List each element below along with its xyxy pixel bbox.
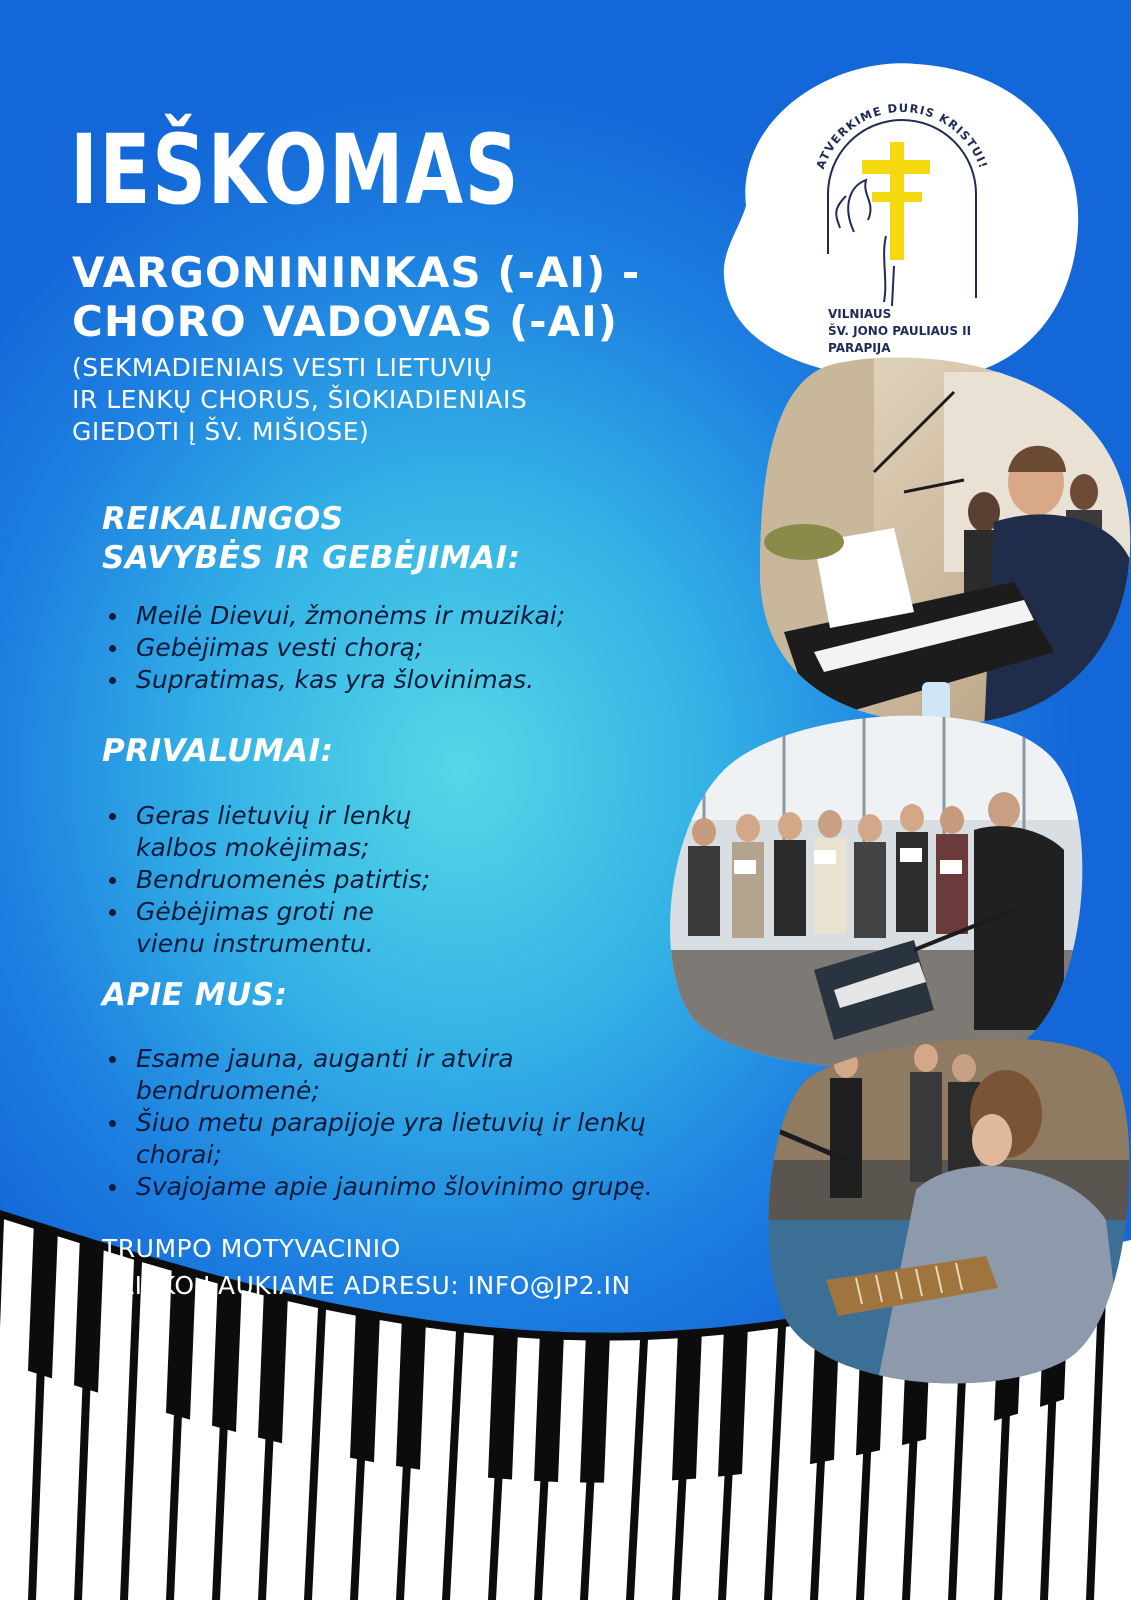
list-item: Šiuo metu parapijoje yra lietuvių ir lenkų chorai; <box>102 1107 653 1171</box>
requirements-list <box>102 600 565 696</box>
logo-arc-text: ATVERKIME DURIS KRISTUI! <box>813 100 991 171</box>
position-note-line: IR LENKŲ CHORUS, ŠIOKIADIENIAIS <box>72 385 528 414</box>
list-item: Gebėjimas vesti chorą; <box>102 632 565 664</box>
section-title-about-us <box>102 976 287 1015</box>
contact-email-link[interactable]: INFO@JP2.IN <box>467 1271 631 1300</box>
list-item: Esame jauna, auganti ir atvira bendruomenė; <box>102 1043 653 1107</box>
position-title-line: CHORO VADOVAS (-AI) <box>72 297 618 346</box>
logo-name-line: VILNIAUS <box>828 307 892 321</box>
position-note-line: (SEKMADIENIAIS VESTI LIETUVIŲ <box>72 353 493 382</box>
contact-line: TRUMPO MOTYVACINIO <box>102 1234 401 1263</box>
logo-name-line: PARAPIJA <box>828 341 891 355</box>
page-headline: IEŠKOMAS <box>70 114 521 226</box>
advantages-list <box>102 800 430 960</box>
list-item: Geras lietuvių ir lenkų kalbos mokėjimas; <box>102 800 430 864</box>
position-title-line: VARGONININKAS (-AI) - <box>72 248 641 297</box>
parish-logo <box>716 56 1084 382</box>
photo-pianist <box>754 352 1131 732</box>
position-note <box>72 352 527 448</box>
list-item: Svajojame apie jaunimo šlovinimo grupę. <box>102 1171 653 1203</box>
section-title-advantages <box>102 732 334 771</box>
section-title-line: REIKALINGOS <box>102 501 344 537</box>
section-title-line: SAVYBĖS IR GEBĖJIMAI: <box>102 540 521 576</box>
section-title-line: APIE MUS: <box>102 977 288 1013</box>
section-title-requirements <box>102 500 521 578</box>
position-title <box>72 248 640 346</box>
photo-musician <box>766 1020 1131 1390</box>
section-title-line: PRIVALUMAI: <box>102 733 334 769</box>
contact-line: LAIŠKO LAUKIAME ADRESU: <box>102 1271 468 1300</box>
contact-info <box>102 1230 631 1304</box>
list-item: Supratimas, kas yra šlovinimas. <box>102 664 565 696</box>
photo-choir <box>664 700 1084 1070</box>
about-us-list <box>102 1043 653 1203</box>
logo-name-line: ŠV. JONO PAULIAUS II <box>828 324 972 338</box>
position-note-line: GIEDOTI Į ŠV. MIŠIOSE) <box>72 417 370 446</box>
list-item: Gėbėjimas groti ne vienu instrumentu. <box>102 896 430 960</box>
list-item: Meilė Dievui, žmonėms ir muzikai; <box>102 600 565 632</box>
list-item: Bendruomenės patirtis; <box>102 864 430 896</box>
